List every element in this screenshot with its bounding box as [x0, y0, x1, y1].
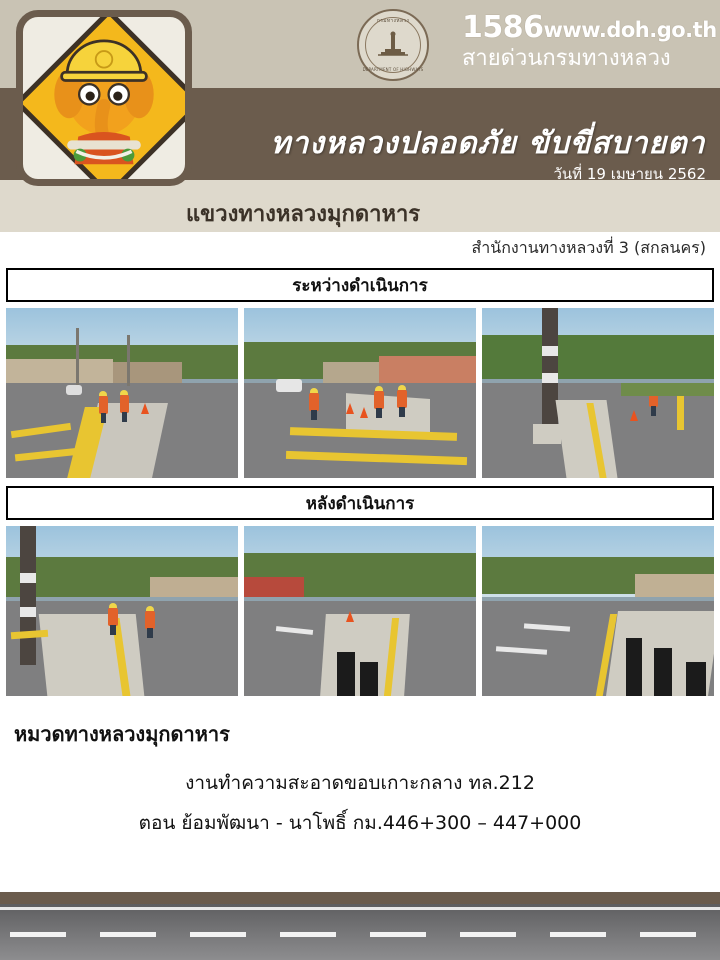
- elephant-mascot-icon: [23, 17, 185, 179]
- photo-row-after: [0, 520, 720, 696]
- hotline-block: [462, 10, 717, 72]
- photo-during-3[interactable]: [482, 308, 714, 478]
- footer-brown-strip: [0, 892, 720, 904]
- work-title: งานทำความสะอาดขอบเกาะกลาง ทล.212: [185, 772, 535, 794]
- photo-row-during: [0, 302, 720, 478]
- hotline-text: สายด่วนกรมทางหลวง: [462, 46, 671, 71]
- section-title-during: ระหว่างดำเนินการ: [292, 275, 428, 296]
- hotline-number-line: [462, 10, 717, 46]
- photo-during-2[interactable]: [244, 308, 476, 478]
- page-header: [0, 0, 720, 268]
- mascot-badge: [16, 10, 192, 186]
- doh-seal-icon: [357, 9, 429, 81]
- photo-after-3[interactable]: [482, 526, 714, 696]
- footer-text-block: [0, 696, 720, 838]
- office-sub-name: สำนักงานทางหลวงที่ 3 (สกลนคร): [471, 238, 706, 257]
- photo-after-1[interactable]: [6, 526, 238, 696]
- photo-during-1[interactable]: [6, 308, 238, 478]
- section-title-after: หลังดำเนินการ: [305, 493, 415, 514]
- hotline-website[interactable]: www.doh.go.th: [543, 18, 717, 42]
- work-segment: ตอน ย้อมพัฒนา - นาโพธิ์ กม.446+300 – 447+000: [138, 812, 582, 834]
- seal-top-text: กรมทางหลวง: [376, 18, 410, 24]
- office-name: แขวงทางหลวงมุกดาหาร: [186, 202, 421, 227]
- maintenance-unit: หมวดทางหลวงมุกดาหาร: [14, 722, 230, 746]
- section-header-after: [6, 486, 714, 520]
- hotline-number: 1586: [462, 10, 544, 45]
- photo-after-2[interactable]: [244, 526, 476, 696]
- seal-monument-icon: [376, 31, 410, 59]
- footer-road-dashes: [0, 932, 720, 937]
- page-title: ทางหลวงปลอดภัย ขับขี่สบายตา: [270, 126, 706, 161]
- footer-road-graphic: [0, 892, 720, 960]
- report-date: วันที่ 19 เมษายน 2562: [553, 165, 706, 183]
- section-header-during: [6, 268, 714, 302]
- footer-road-edge-line: [0, 907, 720, 910]
- seal-bottom-text: DEPARTMENT OF HIGHWAYS: [362, 67, 424, 72]
